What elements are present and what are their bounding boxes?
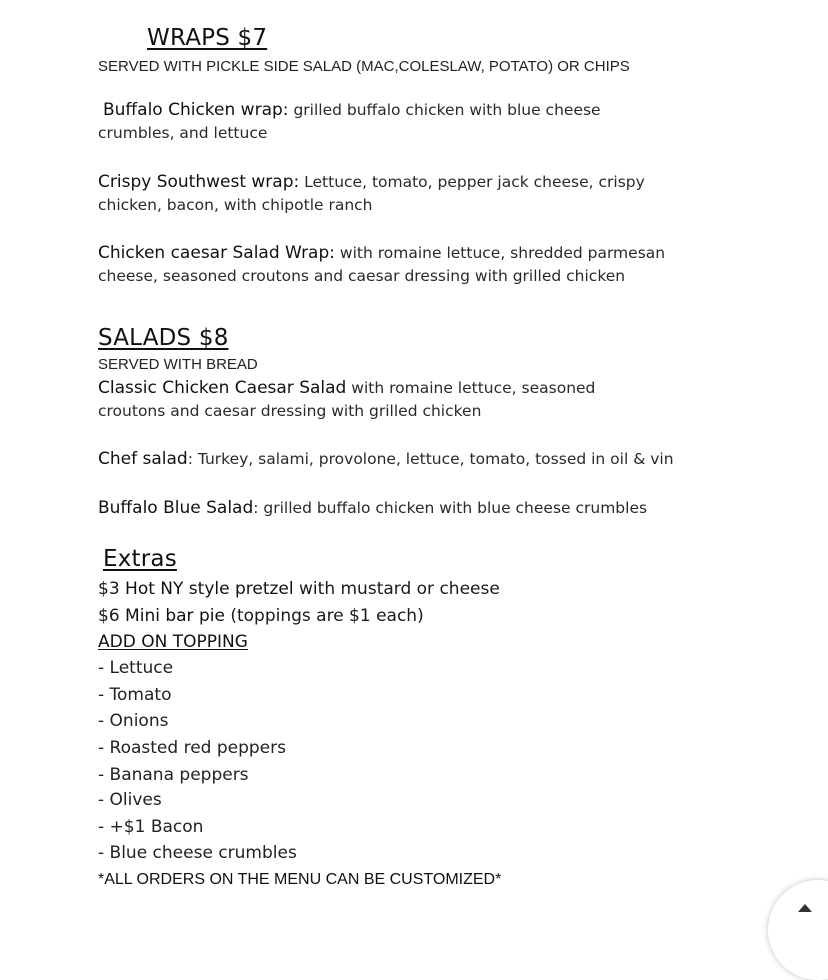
item-name: Crispy Southwest wrap:	[98, 172, 300, 192]
item-desc: crumbles, and lettuce	[98, 124, 268, 142]
extra-desc: (toppings are $1 each)	[224, 606, 424, 626]
menu-item	[98, 377, 595, 423]
item-desc: cheese, seasoned croutons and caesar dressing with grilled chicken	[98, 267, 626, 285]
customize-note: *ALL ORDERS ON THE MENU CAN BE CUSTOMIZED*	[98, 871, 502, 888]
item-desc: croutons and caesar dressing with grilled chicken	[98, 402, 482, 420]
item-name: Classic Chicken Caesar Salad	[98, 378, 347, 398]
scroll-top-button[interactable]	[768, 880, 828, 980]
item-name: Buffalo Blue Salad	[98, 498, 254, 518]
item-desc: Lettuce, tomato, pepper jack cheese, crispy	[299, 173, 645, 191]
item-desc: : Turkey, salami, provolone, lettuce, tomato, tossed in oil & vin	[187, 450, 674, 468]
extra-price: $6	[98, 606, 126, 626]
menu-item	[98, 242, 665, 288]
extra-name: Hot NY style pretzel	[125, 579, 294, 599]
topping-item: - Banana peppers	[98, 765, 249, 785]
extra-item	[98, 579, 500, 599]
menu-item	[98, 171, 645, 217]
extras-heading: Extras	[103, 546, 177, 572]
extra-desc: with mustard or cheese	[293, 579, 500, 599]
salads-heading: SALADS $8	[98, 325, 229, 351]
wraps-note: SERVED WITH PICKLE SIDE SALAD (MAC,COLESLAW, POTATO) OR CHIPS	[98, 58, 630, 75]
wraps-heading: WRAPS $7	[147, 25, 268, 51]
toppings-heading: ADD ON TOPPING	[98, 632, 248, 652]
item-desc: chicken, bacon, with chipotle ranch	[98, 196, 373, 214]
chevron-up-icon	[798, 904, 812, 912]
topping-item: - Onions	[98, 711, 169, 731]
item-name: Chicken caesar Salad Wrap:	[98, 243, 335, 263]
item-desc: : grilled buffalo chicken with blue cheese crumbles	[253, 499, 648, 517]
topping-item: - +$1 Bacon	[98, 817, 204, 837]
item-desc: with romaine lettuce, seasoned	[346, 379, 596, 397]
item-name: Buffalo Chicken wrap:	[103, 100, 289, 120]
extra-name: Mini bar pie	[125, 606, 225, 626]
menu-item	[98, 448, 674, 471]
topping-item: - Tomato	[98, 685, 172, 705]
extra-item	[98, 606, 424, 626]
topping-item: - Blue cheese crumbles	[98, 843, 297, 863]
item-desc: grilled buffalo chicken with blue cheese	[288, 101, 601, 119]
salads-note: SERVED WITH BREAD	[98, 356, 258, 373]
item-desc: with romaine lettuce, shredded parmesan	[335, 244, 666, 262]
topping-item: - Olives	[98, 790, 162, 810]
menu-item	[98, 497, 647, 520]
topping-item: - Roasted red peppers	[98, 738, 286, 758]
menu-item	[98, 99, 601, 145]
extra-price: $3	[98, 579, 126, 599]
item-name: Chef salad	[98, 449, 188, 469]
topping-item: - Lettuce	[98, 658, 174, 678]
